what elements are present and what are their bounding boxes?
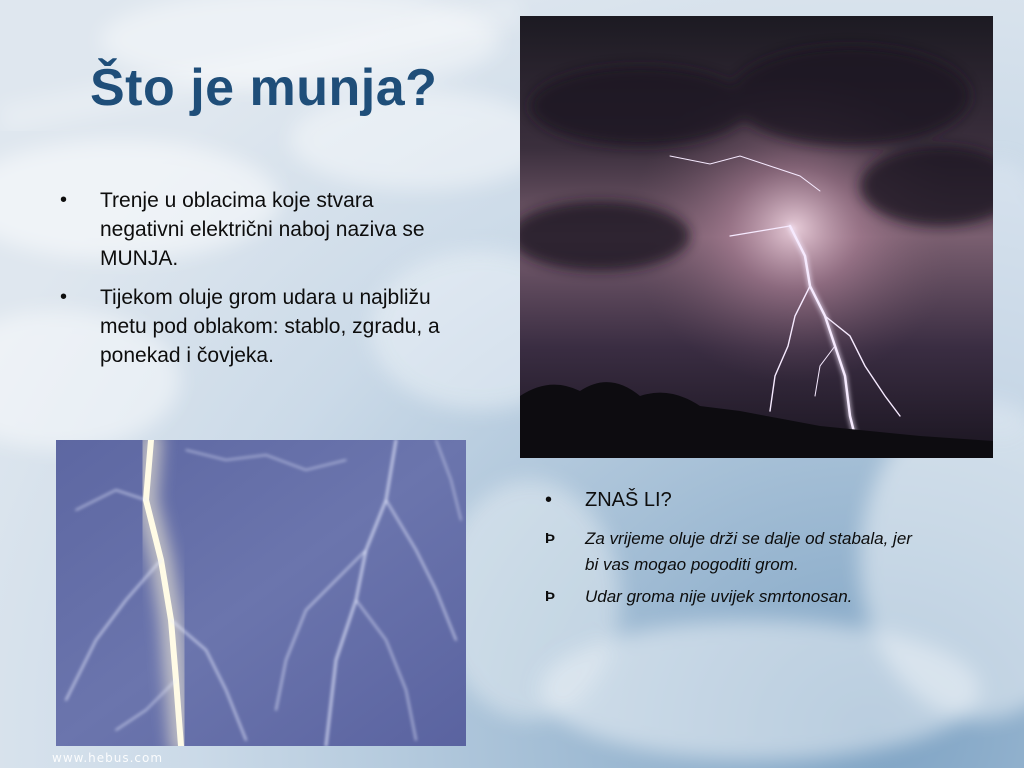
watermark-text: www.hebus.com bbox=[52, 751, 164, 765]
bullet-icon: • bbox=[545, 489, 553, 511]
info-list bbox=[545, 526, 925, 610]
storm-lightning-photo bbox=[520, 16, 993, 458]
sub-bullet-icon: Þ bbox=[545, 530, 556, 547]
slide-title: Što je munja? bbox=[90, 59, 438, 117]
main-bullet-list bbox=[60, 186, 460, 380]
info-heading-text: ZNAŠ LI? bbox=[585, 489, 672, 511]
bullet-text: Trenje u oblacima koje stvara negativni električni naboj naziva se MUNJA. bbox=[100, 189, 425, 270]
lightning-bolts-photo bbox=[56, 440, 466, 746]
bullet-text: Tijekom oluje grom udara u najbližu metu pod oblakom: stablo, zgradu, a ponekad i čovjeka. bbox=[100, 286, 440, 367]
info-heading bbox=[545, 486, 925, 514]
info-item bbox=[545, 584, 925, 610]
info-item-text: Udar groma nije uvijek smrtonosan. bbox=[585, 587, 853, 606]
bullet-icon: • bbox=[60, 286, 68, 308]
info-item bbox=[545, 526, 925, 578]
bullet-item bbox=[60, 283, 460, 370]
bullet-item bbox=[60, 186, 460, 273]
bullet-icon: • bbox=[60, 189, 68, 211]
sub-bullet-icon: Þ bbox=[545, 588, 556, 605]
did-you-know-box bbox=[545, 486, 925, 616]
info-item-text: Za vrijeme oluje drži se dalje od stabala, jer bi vas mogao pogoditi grom. bbox=[585, 529, 912, 574]
